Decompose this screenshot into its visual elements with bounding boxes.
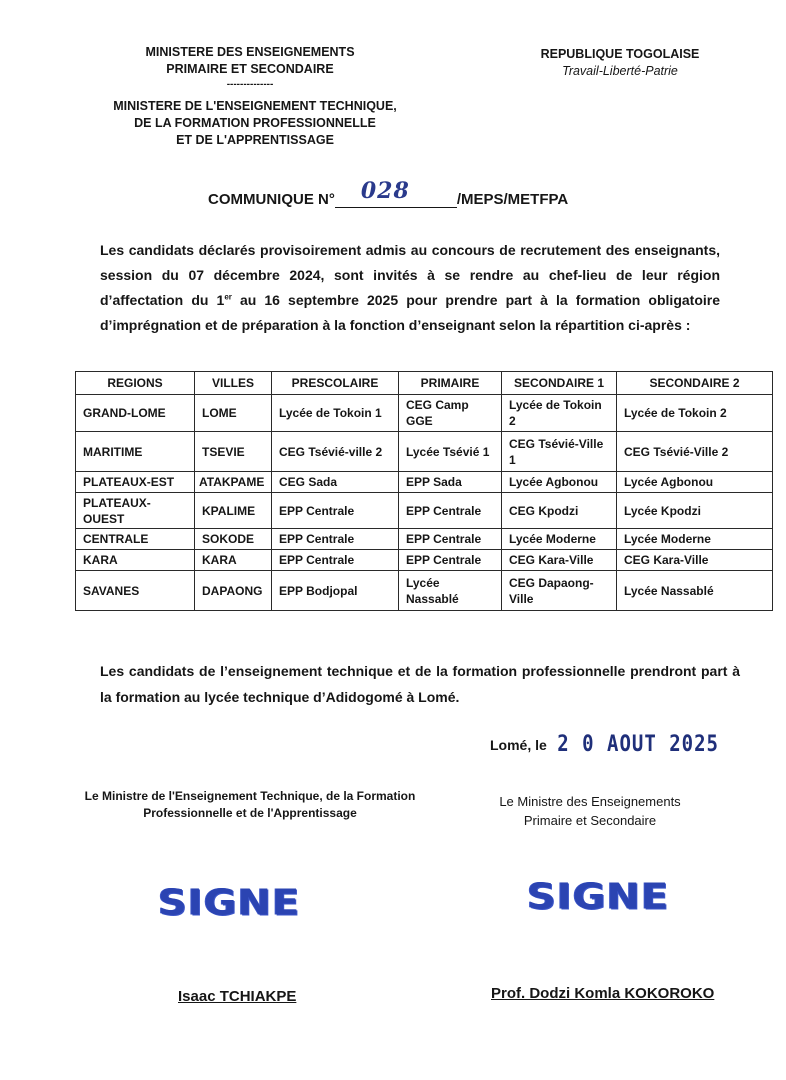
table-cell: Lycée Kpodzi bbox=[617, 493, 773, 529]
table-header-primaire: PRIMAIRE bbox=[399, 372, 502, 395]
header-separator: -------------- bbox=[226, 79, 274, 90]
right-signatory-name: Prof. Dodzi Komla KOKOROKO bbox=[491, 985, 715, 1002]
republic-motto: Travail-Liberté-Patrie bbox=[562, 64, 678, 78]
date-prefix: Lomé, le bbox=[490, 737, 547, 753]
table-cell: SAVANES bbox=[76, 571, 195, 611]
table-cell: PLATEAUX-OUEST bbox=[76, 493, 195, 529]
table-cell: EPP Sada bbox=[399, 472, 502, 493]
date-line bbox=[490, 733, 719, 755]
table-cell: CEG Dapaong-Ville bbox=[502, 571, 617, 611]
communique-suffix: /MEPS/METFPA bbox=[456, 191, 569, 208]
left-signatory-title bbox=[55, 788, 445, 822]
table-row bbox=[76, 395, 773, 432]
table-header-row bbox=[76, 372, 773, 395]
table-cell: MARITIME bbox=[76, 432, 195, 472]
table-header-secondaire-1: SECONDAIRE 1 bbox=[502, 372, 617, 395]
table-cell: CENTRALE bbox=[76, 529, 195, 550]
intro-text-part2: au 16 septembre 2025 pour prendre part à la formation obligatoire d’imprégnation et de préparation à la fonction d’enseignant selon la répartition ci-après : bbox=[100, 292, 720, 333]
table-cell: EPP Centrale bbox=[272, 529, 399, 550]
ministry-technical-line2: DE LA FORMATION PROFESSIONNELLE bbox=[134, 116, 376, 130]
intro-sup: er bbox=[224, 292, 232, 302]
table-cell: KPALIME bbox=[195, 493, 272, 529]
table-cell: CEG Kara-Ville bbox=[617, 550, 773, 571]
table-cell: EPP Centrale bbox=[399, 493, 502, 529]
left-signatory-name: Isaac TCHIAKPE bbox=[178, 988, 297, 1005]
ministry-primary-line1: MINISTERE DES ENSEIGNEMENTS bbox=[145, 45, 355, 59]
ministry-primary-block bbox=[100, 44, 400, 90]
ministry-technical-line3: ET DE L'APPRENTISSAGE bbox=[176, 133, 334, 147]
left-title-line1: Le Ministre de l'Enseignement Technique, de la Formation bbox=[84, 789, 416, 803]
assignment-table bbox=[75, 371, 773, 611]
table-cell: EPP Bodjopal bbox=[272, 571, 399, 611]
table-cell: EPP Centrale bbox=[272, 493, 399, 529]
table-header-villes: VILLES bbox=[195, 372, 272, 395]
table-cell: PLATEAUX-EST bbox=[76, 472, 195, 493]
right-title-line1: Le Ministre des Enseignements bbox=[499, 794, 681, 809]
date-stamp: 2 0 AOUT 2025 bbox=[557, 731, 719, 757]
table-cell: Lycée Tsévié 1 bbox=[399, 432, 502, 472]
communique-title bbox=[208, 178, 628, 208]
table-header-secondaire-2: SECONDAIRE 2 bbox=[617, 372, 773, 395]
table-row bbox=[76, 571, 773, 611]
table-cell: LOME bbox=[195, 395, 272, 432]
ministry-primary-line2: PRIMAIRE ET SECONDAIRE bbox=[166, 62, 334, 76]
table-row bbox=[76, 493, 773, 529]
table-cell: Lycée Nassablé bbox=[617, 571, 773, 611]
table-cell: GRAND-LOME bbox=[76, 395, 195, 432]
table-row bbox=[76, 432, 773, 472]
table-cell: CEG Tsévié-Ville 2 bbox=[617, 432, 773, 472]
table-cell: Lycée Moderne bbox=[502, 529, 617, 550]
right-title-line2: Primaire et Secondaire bbox=[523, 813, 657, 828]
table-cell: KARA bbox=[195, 550, 272, 571]
table-cell: CEG Camp GGE bbox=[399, 395, 502, 432]
table-row bbox=[76, 472, 773, 493]
right-signatory-title bbox=[470, 792, 710, 830]
technical-note: Les candidats de l’enseignement technique et de la formation professionnelle prendront part à la formation au lycée technique d’Adidogomé à Lomé. bbox=[100, 663, 740, 705]
republic-block bbox=[520, 46, 720, 80]
table-cell: CEG Tsévié-Ville 1 bbox=[502, 432, 617, 472]
table-cell: CEG Kara-Ville bbox=[502, 550, 617, 571]
ministry-technical-block bbox=[95, 98, 415, 149]
table-cell: DAPAONG bbox=[195, 571, 272, 611]
table-cell: Lycée Agbonou bbox=[617, 472, 773, 493]
table-header-regions: REGIONS bbox=[76, 372, 195, 395]
left-signed-stamp: SIGNE bbox=[158, 882, 301, 924]
table-cell: KARA bbox=[76, 550, 195, 571]
table-cell: Lycée de Tokoin 1 bbox=[272, 395, 399, 432]
table-cell: Lycée Moderne bbox=[617, 529, 773, 550]
table-header-prescolaire: PRESCOLAIRE bbox=[272, 372, 399, 395]
table-cell: SOKODE bbox=[195, 529, 272, 550]
left-title-line2: Professionnelle et de l'Apprentissage bbox=[143, 806, 357, 820]
table-row bbox=[76, 550, 773, 571]
table-cell: CEG Tsévié-ville 2 bbox=[272, 432, 399, 472]
table-cell: CEG Kpodzi bbox=[502, 493, 617, 529]
table-cell: EPP Centrale bbox=[399, 529, 502, 550]
table-cell: TSEVIE bbox=[195, 432, 272, 472]
ministry-technical-line1: MINISTERE DE L'ENSEIGNEMENT TECHNIQUE, bbox=[113, 99, 397, 113]
table-cell: Lycée de Tokoin 2 bbox=[617, 395, 773, 432]
table-cell: EPP Centrale bbox=[272, 550, 399, 571]
table-cell: ATAKPAME bbox=[195, 472, 272, 493]
republic-name: REPUBLIQUE TOGOLAISE bbox=[540, 47, 700, 61]
communique-number-line bbox=[335, 178, 457, 208]
intro-paragraph bbox=[100, 238, 720, 338]
table-cell: Lycée Agbonou bbox=[502, 472, 617, 493]
table-row bbox=[76, 529, 773, 550]
table-cell: Lycée Nassablé bbox=[399, 571, 502, 611]
table-cell: Lycée de Tokoin 2 bbox=[502, 395, 617, 432]
table-cell: CEG Sada bbox=[272, 472, 399, 493]
communique-number: 028 bbox=[360, 178, 410, 204]
communique-prefix: COMMUNIQUE N° bbox=[208, 191, 335, 208]
table-cell: EPP Centrale bbox=[399, 550, 502, 571]
right-signed-stamp: SIGNE bbox=[527, 876, 670, 918]
intro-text-part1: Les candidats déclarés provisoirement admis au concours de recrutement des enseignants, session du 07 décembre 2024, sont invités à se rendre au chef-lieu de leur région d’affectation du 1 bbox=[100, 242, 720, 308]
